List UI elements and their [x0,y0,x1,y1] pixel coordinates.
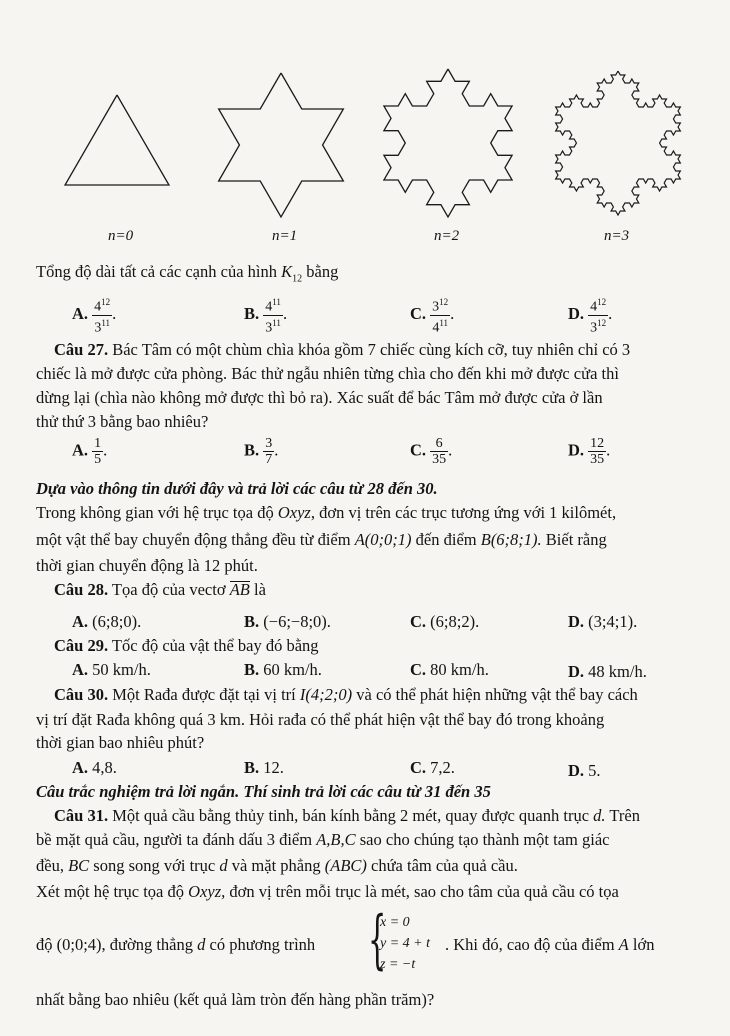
q27-option-a: A. $\frac{1}{5}$ . [72,436,108,467]
q28-option-d: D. (3;4;1). [568,612,638,631]
q28-option-a: A. (6;8;0). [72,612,142,631]
q30-option-c: C. 7,2. [410,758,455,777]
q27-option-c: C. $\frac{6}{35}$ . [410,436,453,467]
q27-option-b: B. $\frac{3}{7}$ . [244,436,279,467]
q31-line-6: nhất bằng bao nhiêu (kết quả làm tròn đến hàng phần trăm)? [36,990,435,1009]
system-brace: { [368,903,387,977]
figure-label-n2: n=2 [434,228,460,244]
q27-line-3: dừng lại (chìa nào không mở được thì bỏ ra). Xác suất để bác Tâm mở được cửa ở lần [36,388,603,407]
q27-line-2: chiếc là mở được cửa phòng. Bác thử ngẫu nhiên từng chìa cho đến khi mở được cửa thì [36,364,619,383]
koch-n1-star [219,73,344,217]
q28-stem: Câu 28. Tọa độ của vectơ AB là [54,580,266,599]
q28-option-b: B. (−6;−8;0). [244,612,331,631]
system-eq-z: z = −t [380,957,416,972]
q27-line-4: thử thứ 3 bằng bao nhiêu? [36,412,209,431]
system-eq-y: y = 4 + t [380,936,430,951]
q29-option-b: B. 60 km/h. [244,660,322,679]
system-eq-x: x = 0 [380,915,410,930]
q26-option-d: D. $\frac{4^{12}}{3^{12}}$ . [568,297,613,336]
q28-option-c: C. (6;8;2). [410,612,480,631]
section-28-30-heading: Dựa vào thông tin dưới đây và trả lời các câu từ 28 đến 30. [36,479,438,498]
line-d-equation-system [380,912,430,975]
vector-ab: AB [229,580,250,599]
figure-label-n0: n=0 [108,228,134,244]
q26-stem: Tổng độ dài tất cả các cạnh của hình $K_{12}$ bằng [36,262,339,285]
q26-option-a: A. $\frac{4^{12}}{3^{11}}$ . [72,297,117,336]
section-28-30-line-2: một vật thể bay chuyển động thẳng đều từ điểm A(0;0;1) đến điểm B(6;8;1). Biết rằng [36,530,607,549]
figure-label-n1: n=1 [272,228,298,244]
koch-n2-snowflake [384,69,512,217]
q29-stem: Câu 29. Tốc độ của vật thể bay đó bằng [54,636,319,655]
q31-line-3: đều, BC song song với trục d và mặt phẳng (ABC) chứa tâm của quả cầu. [36,856,518,875]
q27-option-d: D. $\frac{12}{35}$ . [568,436,611,467]
q31-line-2: bề mặt quả cầu, người ta đánh dấu 3 điểm A,B,C sao cho chúng tạo thành một tam giác [36,830,610,849]
koch-n3-snowflake [556,71,681,215]
q30-option-d: D. 5. [568,761,601,780]
q30-line-3: thời gian bao nhiêu phút? [36,733,205,752]
q30-option-a: A. 4,8. [72,758,117,777]
q30-option-b: B. 12. [244,758,284,777]
q30-line-1: Câu 30. Một Rađa được đặt tại vị trí I(4;2;0) và có thể phát hiện những vật thể bay cách [54,685,638,704]
figure-label-n3: n=3 [604,228,630,244]
f0-outline [65,95,169,185]
q31-line-1: Câu 31. Một quả cầu bằng thủy tinh, bán kính bằng 2 mét, quay được quanh trục d. Trên [54,806,640,825]
q31-line-4: Xét một hệ trục tọa độ Oxyz, đơn vị trên mỗi trục là mét, sao cho tâm của quả cầu có tọa [36,882,619,901]
q29-option-d: D. 48 km/h. [568,662,647,681]
q27-line-1: Câu 27. Bác Tâm có một chùm chìa khóa gồm 7 chiếc cùng kích cỡ, tuy nhiên chỉ có 3 [54,340,631,359]
f2-outline [384,69,512,217]
q29-option-a: A. 50 km/h. [72,660,151,679]
q29-option-c: C. 80 km/h. [410,660,489,679]
section-31-35-heading: Câu trắc nghiệm trả lời ngắn. Thí sinh trả lời các câu từ 31 đến 35 [36,782,491,801]
q26-option-b: B. $\frac{4^{11}}{3^{11}}$ . [244,297,288,336]
q31-line-5-right: . Khi đó, cao độ của điểm A lớn [445,935,655,954]
q26-option-c: C. $\frac{3^{12}}{4^{11}}$ . [410,297,455,336]
f1-outline [219,73,344,217]
f3-outline [556,71,681,215]
section-28-30-line-1: Trong không gian với hệ trục tọa độ Oxyz, đơn vị trên các trục tương ứng với 1 kilômét, [36,503,617,522]
section-28-30-line-3: thời gian chuyển động là 12 phút. [36,556,258,575]
koch-n0-triangle [65,95,169,185]
q30-line-2: vị trí đặt Rađa không quá 3 km. Hỏi rađa có thể phát hiện vật thể bay đó trong khoảng [36,710,605,729]
koch-snowflake-figures [0,0,730,250]
q31-line-5-left: độ (0;0;4), đường thẳng d có phương trình [36,935,316,954]
